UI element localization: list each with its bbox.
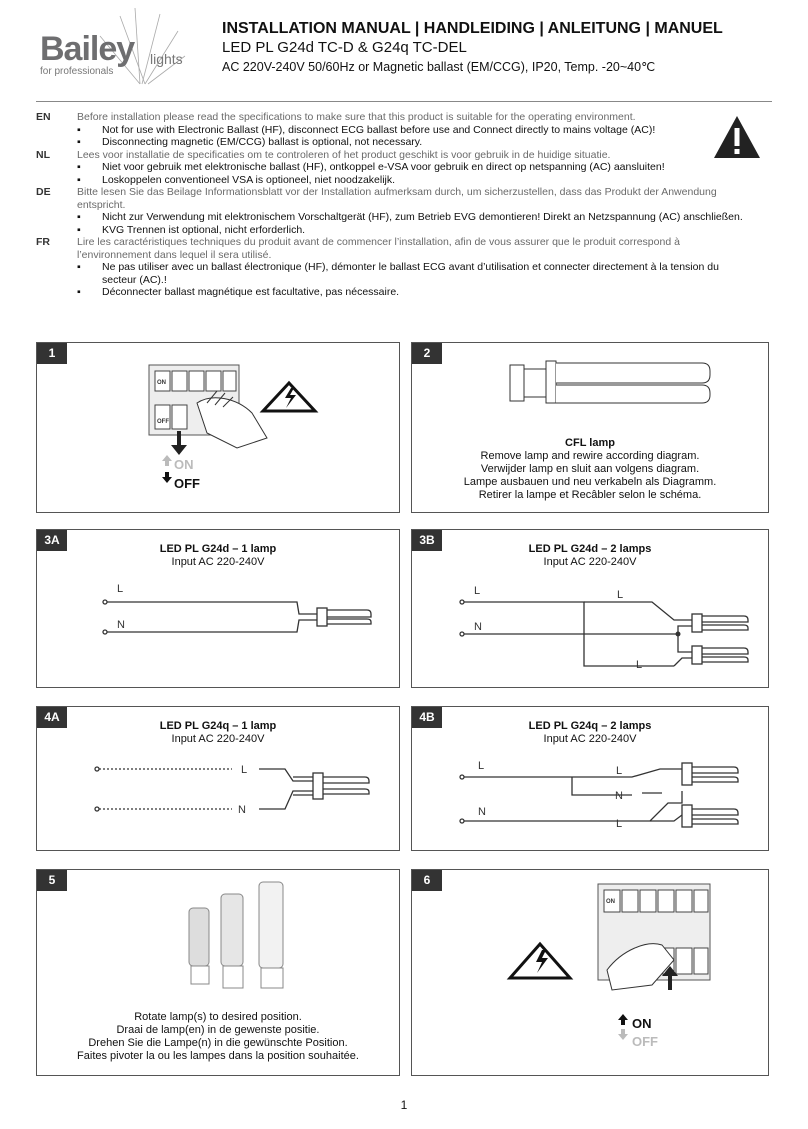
caption-sub: Input AC 220-240V — [543, 556, 637, 568]
caption-line: Faites pivoter la ou les lampes dans la position souhaitée. — [77, 1050, 359, 1062]
step-3a-panel — [36, 529, 400, 688]
caption-sub: Input AC 220-240V — [171, 733, 265, 745]
wiring-diagram-4b — [412, 707, 768, 850]
switch-off-label: OFF — [157, 419, 169, 425]
step-number: 1 — [37, 343, 67, 364]
intro-en — [36, 111, 756, 149]
step-number: 6 — [412, 870, 442, 891]
step-2-panel — [411, 342, 769, 513]
wire-label-l: L — [241, 764, 248, 776]
caption-line: Draai de lamp(en) in de gewenste positie. — [116, 1024, 320, 1036]
wiring-diagram-4a — [37, 707, 399, 850]
wire-label-l: L — [117, 583, 124, 595]
step-number: 3B — [412, 530, 442, 551]
wiring-diagram-3b — [412, 530, 768, 687]
wire-label-n: N — [474, 621, 482, 633]
wire-label-n2: N — [615, 790, 623, 802]
header-divider — [36, 101, 772, 102]
warning-icon — [712, 114, 762, 160]
caption-line: Drehen Sie die Lampe(n) in die gewünschte Position. — [88, 1037, 348, 1049]
wire-label-n: N — [238, 804, 246, 816]
caption-line: Remove lamp and rewire according diagram. — [480, 450, 700, 462]
intro-de — [36, 186, 756, 236]
bullet-item: ▪ KVG Trennen ist optional, nicht erforderlich. — [77, 223, 306, 236]
bullet-item: ▪ Ne pas utiliser avec un ballast électronique (HF), démonter le ballast ECG avant d’utilisation et connecter directement à la tension du secteur (AC).! — [77, 261, 719, 286]
caption-line: Rotate lamp(s) to desired position. — [134, 1011, 302, 1023]
step-1-panel — [36, 342, 400, 513]
step-4a-panel — [36, 706, 400, 851]
bullet-item: ▪ Niet voor gebruik met elektronische ballast (HF), ontkoppel e-VSA voor gebruik en direct op netspanning (AC) aansluiten! — [77, 161, 665, 173]
lang-code-en: EN — [36, 111, 51, 123]
intro-text-de: Bitte lesen Sie das Beilage Informationsblatt vor der Installation aufmerksam durch, um sicherzustellen, dass das Produkt der Anwendung entspricht. — [77, 186, 717, 211]
step-4b-panel — [411, 706, 769, 851]
off-label: OFF — [174, 476, 200, 491]
wire-label-l3: L — [636, 659, 643, 671]
switch-on-label: ON — [157, 380, 166, 386]
wire-label-n: N — [117, 619, 125, 631]
caption-title: LED PL G24q – 1 lamp — [159, 720, 277, 732]
intro-text-en: Before installation please read the specifications to make sure that this product is suitable for the operating environment. — [77, 111, 636, 123]
on-label: ON — [632, 1016, 652, 1031]
wiring-diagram-3a — [37, 530, 399, 687]
step-6-panel — [411, 869, 769, 1076]
step-number: 5 — [37, 870, 67, 891]
bullet-item: ▪ Nicht zur Verwendung mit elektronischem Vorschaltgerät (HF), zum Betrieb EVG demontieren! Direkt an Netzspannung (AC) anschließen. — [77, 211, 743, 223]
caption-title: LED PL G24d – 2 lamps — [528, 543, 652, 555]
breaker-switch-on-illustration — [412, 870, 768, 1075]
cfl-lamp-illustration — [412, 343, 768, 443]
caption-title: LED PL G24q – 2 lamps — [528, 720, 652, 732]
intro-section — [36, 111, 756, 299]
bullet-item: ▪ Disconnecting magnetic (EM/CCG) ballast is optional, not necessary. — [77, 136, 423, 148]
wire-label-l: L — [474, 585, 481, 597]
brand-logo: Bailey — [40, 30, 135, 68]
caption-sub: Input AC 220-240V — [171, 556, 265, 568]
intro-nl — [36, 149, 756, 187]
brand-lights: lights — [150, 51, 183, 67]
step-5-caption — [37, 1011, 399, 1063]
intro-text-nl: Lees voor installatie de specificaties om te controleren of het product geschikt is voor gebruik in de huidige situatie. — [77, 148, 611, 161]
product-subtitle: LED PL G24d TC-D & G24q TC-DEL — [222, 39, 467, 56]
step-3b-panel — [411, 529, 769, 688]
manual-title: INSTALLATION MANUAL | HANDLEIDING | ANLEITUNG | MANUEL — [222, 20, 723, 37]
on-label: ON — [174, 457, 194, 472]
bullet-item: ▪ Loskoppelen conventioneel VSA is optioneel, niet noodzakelijk. — [77, 173, 396, 186]
step-2-caption — [412, 437, 768, 502]
wire-label-n: N — [478, 806, 486, 818]
wire-label-l3: L — [616, 818, 623, 830]
product-specs: AC 220V-240V 50/60Hz or Magnetic ballast (EM/CCG), IP20, Temp. -20~40℃ — [222, 60, 656, 74]
breaker-switch-illustration — [37, 343, 399, 512]
led-lamps-illustration — [37, 870, 399, 1010]
switch-on-label: ON — [606, 899, 615, 905]
step-5-panel — [36, 869, 400, 1076]
lang-code-de: DE — [36, 186, 51, 198]
lang-code-nl: NL — [36, 148, 50, 161]
step-number: 4B — [412, 707, 442, 728]
wire-label-l2: L — [617, 589, 624, 601]
step-number: 2 — [412, 343, 442, 364]
off-label: OFF — [632, 1034, 658, 1049]
caption-title: CFL lamp — [565, 437, 615, 449]
bullet-item: ▪ Déconnecter ballast magnétique est facultative, pas nécessaire. — [77, 286, 400, 298]
intro-fr — [36, 236, 756, 299]
page-number: 1 — [400, 1098, 408, 1112]
caption-line: Verwijder lamp en sluit aan volgens diagram. — [480, 463, 700, 475]
brand-tagline: for professionals — [40, 66, 114, 77]
wire-label-l2: L — [616, 765, 623, 777]
caption-title: LED PL G24d – 1 lamp — [159, 543, 277, 555]
bullet-item: ▪ Not for use with Electronic Ballast (HF), disconnect ECG ballast before use and Connect directly to mains voltage (AC)! — [77, 123, 656, 136]
intro-text-fr: Lire les caractéristiques techniques du produit avant de commencer l’installation, afin de vous assurer que le produit correspond à l’environnement dans lequel il sera utilisé. — [77, 236, 680, 261]
caption-line: Retirer la lampe et Recâbler selon le schéma. — [478, 489, 702, 501]
step-number: 4A — [37, 707, 67, 728]
wire-label-l: L — [478, 760, 485, 772]
caption-line: Lampe ausbauen und neu verkabeln als Diagramm. — [463, 476, 717, 488]
lang-code-fr: FR — [36, 236, 50, 248]
caption-sub: Input AC 220-240V — [543, 733, 637, 745]
step-number: 3A — [37, 530, 67, 551]
